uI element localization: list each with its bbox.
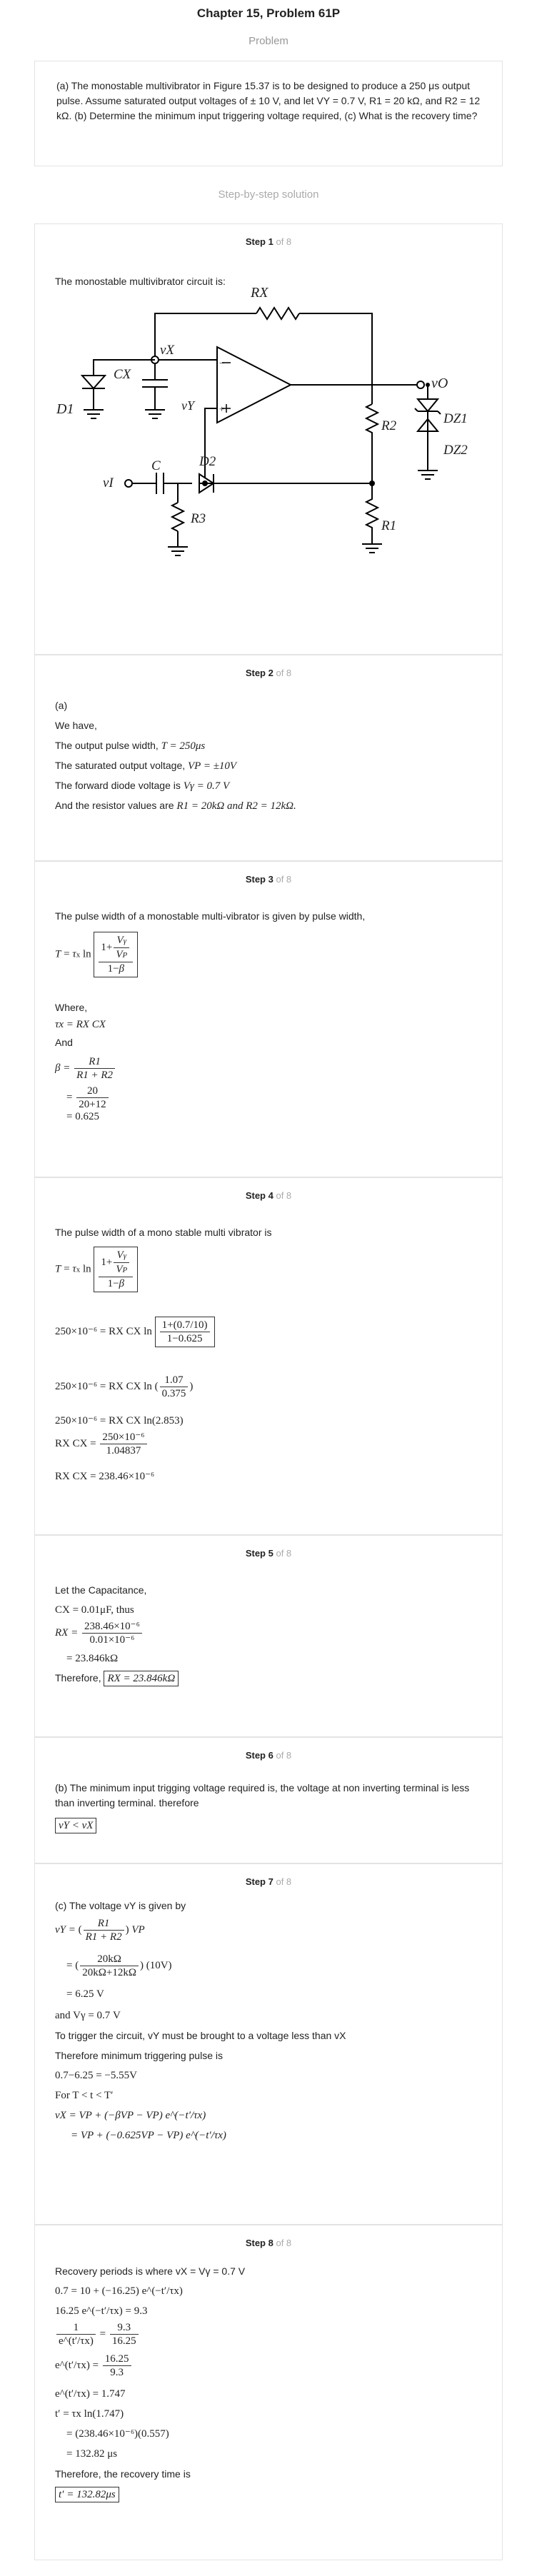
s7-l2-tail: (10V) bbox=[146, 1959, 172, 1971]
beta-num-2: 20 bbox=[76, 1085, 108, 1098]
s8-l6: t′ = τx ln(1.747) bbox=[55, 2408, 124, 2420]
step-4-intro: The pulse width of a mono stable multi vibrator is bbox=[55, 1227, 272, 1238]
s4-l2-num: 1+(0.7/10) bbox=[160, 1319, 210, 1332]
step-count: of 8 bbox=[276, 1750, 292, 1761]
s8-therefore: Therefore, the recovery time is bbox=[55, 2468, 191, 2480]
page-title: Chapter 15, Problem 61P bbox=[196, 6, 341, 20]
label-d2: D2 bbox=[199, 454, 216, 469]
step-3-card: Step 3 of 8 The pulse width of a monostable multi-vibrator is given by pulse width, T = τx ln 1+ $\frac{V\gamma}{VP}$ 1−β Where, τx = RX CX And β = $\frac{R1}{R1 + R2}$ = $\frac{20}{20+12}$ = 0.625 bbox=[34, 861, 503, 1177]
s7-l3: = 6.25 V bbox=[66, 1988, 104, 2000]
step-label: Step 6 bbox=[245, 1750, 273, 1761]
s7-l10: = VP + (−0.625VP − VP) e^(−t′/τx) bbox=[71, 2130, 226, 2141]
beta-eq: β = bbox=[55, 1062, 71, 1074]
s4-l5: RX CX = bbox=[55, 1437, 96, 1449]
part-a: (a) bbox=[55, 700, 68, 711]
step-label: Step 7 bbox=[245, 1876, 273, 1887]
problem-card bbox=[34, 61, 503, 166]
s8-l5: e^(t′/τx) = 1.747 bbox=[55, 2388, 126, 2400]
label-vy: vY bbox=[181, 398, 194, 413]
label-r3: R3 bbox=[191, 511, 206, 526]
s8-l8: = 132.82 μs bbox=[66, 2448, 118, 2460]
pw-value: T = 250μs bbox=[161, 740, 206, 752]
step-label: Step 2 bbox=[245, 668, 273, 678]
s8-l4-den: 9.3 bbox=[110, 2367, 124, 2378]
s7-l8: For T < t < T′ bbox=[55, 2090, 114, 2101]
res-value: R1 = 20kΩ and R2 = 12kΩ. bbox=[176, 800, 296, 812]
label-rx: RX bbox=[251, 285, 268, 301]
s7-l1-tail: VP bbox=[131, 1923, 145, 1936]
s7-l2-num: 20kΩ bbox=[80, 1953, 139, 1966]
s8-l2: 16.25 e^(−t′/τx) = 9.3 bbox=[55, 2305, 148, 2317]
pulse-width-formula: T = τx ln 1+ $\frac{V\gamma}{VP}$ 1−β bbox=[55, 932, 482, 997]
step-3-intro: The pulse width of a monostable multi-vibrator is given by pulse width, bbox=[55, 910, 366, 922]
sat-label: The saturated output voltage, bbox=[55, 760, 186, 771]
s4-l2-den: 1−0.625 bbox=[166, 1333, 203, 1344]
s8-l7: = (238.46×10⁻⁶)(0.557) bbox=[66, 2428, 169, 2440]
sat-value: VP = ±10V bbox=[188, 760, 237, 772]
s7-l7: 0.7−6.25 = −5.55V bbox=[55, 2070, 137, 2081]
where: Where, bbox=[55, 1002, 88, 1013]
label-d1: D1 bbox=[56, 401, 74, 417]
label-vi: vI bbox=[103, 476, 114, 490]
rx-den: 0.01×10⁻⁶ bbox=[89, 1634, 135, 1646]
op-amp-minus: − bbox=[219, 358, 225, 368]
circuit-diagram bbox=[35, 288, 502, 645]
s8-l3-den: e^(t′/τx) bbox=[59, 2335, 94, 2347]
pw-label: The output pulse width, bbox=[55, 740, 159, 751]
rx-eq: RX = bbox=[55, 1626, 79, 1639]
step-count: of 8 bbox=[276, 1876, 292, 1887]
step-6-answer: vY < vX bbox=[55, 1818, 96, 1833]
s7-l4: and Vγ = 0.7 V bbox=[55, 2010, 121, 2021]
s7-l5: To trigger the circuit, vY must be brought to a voltage less than vX bbox=[55, 2030, 346, 2041]
rx-answer: RX = 23.846kΩ bbox=[104, 1671, 179, 1686]
label-dz1: DZ1 bbox=[443, 411, 468, 426]
s4-l3-den: 0.375 bbox=[161, 1388, 186, 1399]
tau-eq: τx = RX CX bbox=[55, 1019, 106, 1030]
step-6-text: (b) The minimum input trigging voltage required is, the voltage at non inverting terminal is less than inverting terminal. therefore bbox=[55, 1782, 470, 1808]
op-amp-plus: + bbox=[219, 403, 225, 414]
step-count: of 8 bbox=[276, 236, 292, 247]
cap-value: CX = 0.01μF, thus bbox=[55, 1604, 134, 1616]
step-count: of 8 bbox=[276, 2238, 292, 2248]
s8-l4-num: 16.25 bbox=[103, 2353, 131, 2366]
label-vx: vX bbox=[160, 343, 175, 358]
step-1-intro: The monostable multivibrator circuit is: bbox=[55, 276, 226, 287]
recovery-answer: t′ = 132.82μs bbox=[55, 2487, 119, 2502]
s7-l2-den: 20kΩ+12kΩ bbox=[82, 1967, 136, 1978]
and: And bbox=[55, 1037, 73, 1048]
s4-l6: RX CX = 238.46×10⁻⁶ bbox=[55, 1471, 155, 1482]
fwd-value: Vγ = 0.7 V bbox=[183, 780, 230, 792]
rx-num: 238.46×10⁻⁶ bbox=[82, 1620, 142, 1634]
step-7-intro: (c) The voltage vY is given by bbox=[55, 1900, 186, 1911]
s7-l9: vX = VP + (−βVP − VP) e^(−t′/τx) bbox=[55, 2110, 206, 2121]
s7-l1-num: R1 bbox=[84, 1917, 124, 1931]
step-1-card bbox=[34, 223, 503, 655]
step-7-card: Step 7 of 8 (c) The voltage vY is given by vY = ( $\frac{R1}{R1 + R2}$ ) VP = ( $\frac{20k\Omega}{20k\Omega+12k\Omega}$ ) (10V) = 6.25 V and Vγ = 0.7 V To trigger the circuit, vY must be brought to a voltage less than vX Therefore minimum triggering pulse is 0.7−6.25 = −5.55V For T < t < T′ vX = VP + (−βVP − VP) e^(−t′/τx) = VP + (−0.625VP − VP) e^(−t′/τx) bbox=[34, 1863, 503, 2225]
step-label: Step 8 bbox=[245, 2238, 273, 2248]
step-count: of 8 bbox=[276, 668, 292, 678]
step-label: Step 5 bbox=[245, 1548, 273, 1559]
problem-heading: Problem bbox=[249, 35, 288, 47]
s8-l3-rd: 16.25 bbox=[111, 2335, 136, 2347]
s8-l1: 0.7 = 10 + (−16.25) e^(−t′/τx) bbox=[55, 2285, 183, 2297]
label-r1: R1 bbox=[381, 518, 397, 533]
step-count: of 8 bbox=[276, 874, 292, 885]
label-c: C bbox=[151, 458, 161, 473]
fwd-label: The forward diode voltage is bbox=[55, 780, 181, 791]
beta-den: R1 + R2 bbox=[76, 1070, 114, 1081]
s4-l5-den: 1.04837 bbox=[106, 1445, 141, 1456]
label-dz2: DZ2 bbox=[443, 443, 468, 458]
step-5-card bbox=[34, 1535, 503, 1737]
problem-text: (a) The monostable multivibrator in Figure 15.37 is to be designed to produce a 250 μs output pulse. Assume saturated output voltages of ± 10 V, and let VY = 0.7 V, R1 = 20 kΩ, and R2 = 12 kΩ. (b) Determine the minimum input triggering voltage required, (c) What is the recovery time? bbox=[56, 80, 481, 121]
label-cx: CX bbox=[114, 367, 131, 382]
s7-l6: Therefore minimum triggering pulse is bbox=[55, 2050, 223, 2061]
label-r2: R2 bbox=[381, 418, 397, 433]
beta-den-2: 20+12 bbox=[79, 1099, 106, 1110]
therefore: Therefore, bbox=[55, 1672, 101, 1684]
step-label: Step 1 bbox=[245, 236, 273, 247]
s7-l1: vY = bbox=[55, 1923, 76, 1936]
step-2-card bbox=[34, 655, 503, 861]
beta-value: = 0.625 bbox=[66, 1111, 99, 1122]
step-5-intro: Let the Capacitance, bbox=[55, 1584, 147, 1596]
step-label: Step 3 bbox=[245, 874, 273, 885]
res-label: And the resistor values are bbox=[55, 800, 174, 811]
s4-l5-num: 250×10⁻⁶ bbox=[100, 1431, 146, 1444]
step-8-card: Step 8 of 8 Recovery periods is where vX = Vγ = 0.7 V 0.7 = 10 + (−16.25) e^(−t′/τx) 16.25 e^(−t′/τx) = 9.3 $\frac{1}{e\^{}(t'/\tau x)}$ = $\frac{9.3}{16.25}$ e^(t′/τx) = $\frac{16.25}{9.3}$ e^(t′/τx) = 1.747 t′ = τx ln(1.747) = (238.46×10⁻⁶)(0.557) = 132.82 μs Therefore, the recovery time is t′ = 132.82μs bbox=[34, 2225, 503, 2560]
s4-l2: 250×10⁻⁶ = RX CX ln bbox=[55, 1325, 152, 1337]
we-have: We have, bbox=[55, 720, 97, 731]
s7-l1-den: R1 + R2 bbox=[85, 1931, 122, 1943]
s4-l3-num: 1.07 bbox=[160, 1374, 189, 1387]
step-6-card bbox=[34, 1737, 503, 1863]
label-vo: vO bbox=[431, 376, 448, 391]
s4-l3: 250×10⁻⁶ = RX CX ln bbox=[55, 1380, 152, 1392]
pw-formula-2: T = τx ln 1+ $\frac{V\gamma}{VP}$ 1−β bbox=[55, 1247, 482, 1311]
s8-l3-num: 1 bbox=[56, 2321, 96, 2335]
step-label: Step 4 bbox=[245, 1190, 273, 1201]
step-4-card: Step 4 of 8 The pulse width of a mono stable multi vibrator is T = τx ln 1+ $\frac{V\gamma}{VP}$ 1−β 250×10⁻⁶ = RX CX ln $\frac{1+(0.7/10)}{1-0.625}$ 250×10⁻⁶ = RX CX ln ( $\frac{1.07}{0.375}$ ) 250×10⁻⁶ = RX CX ln(2.853) RX CX = $\frac{\text{250×10⁻⁶}}{1.04837}$ RX CX = 238.46×10⁻⁶ bbox=[34, 1177, 503, 1535]
beta-num: R1 bbox=[74, 1055, 115, 1069]
step-count: of 8 bbox=[276, 1190, 292, 1201]
step-count: of 8 bbox=[276, 1548, 292, 1559]
solution-heading: Step-by-step solution bbox=[218, 188, 319, 201]
rx-value: = 23.846kΩ bbox=[66, 1653, 119, 1664]
s4-l4: 250×10⁻⁶ = RX CX ln(2.853) bbox=[55, 1415, 184, 1427]
s8-l4: e^(t′/τx) = bbox=[55, 2359, 99, 2371]
step-8-intro: Recovery periods is where vX = Vγ = 0.7 V bbox=[55, 2265, 246, 2277]
s8-l3-rn: 9.3 bbox=[110, 2321, 139, 2335]
